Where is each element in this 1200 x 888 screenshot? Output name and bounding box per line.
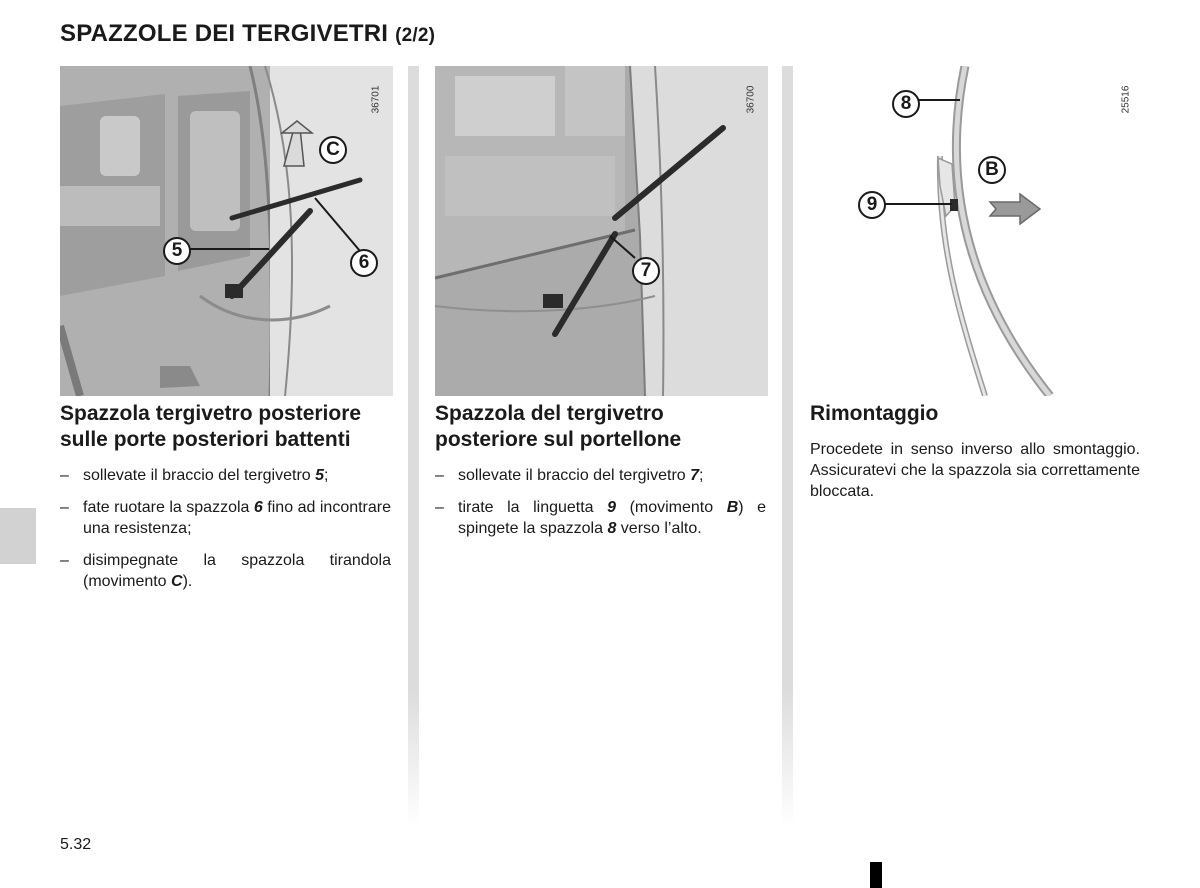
list-item: – sollevate il braccio del tergivetro 7; [435, 467, 704, 484]
figure-refit [810, 66, 1143, 396]
item-text: ; [699, 467, 704, 484]
item-text: ) e spingete la spazzola [458, 499, 767, 537]
instruction-list [60, 465, 391, 592]
section-paragraph: Procedete in senso inverso allo smontaggio. Assicuratevi che la spazzola sia correttamente bloccata. [810, 441, 1140, 500]
page-number: 5.32 [60, 836, 92, 853]
section-title: Rimontaggio [810, 402, 939, 425]
item-text: ; [324, 467, 329, 484]
section-title: Spazzola tergivetro posteriore sulle porte posteriori battenti [60, 402, 362, 451]
item-ref: 5 [315, 467, 325, 484]
instruction-list [435, 465, 766, 539]
item-ref: B [726, 499, 739, 516]
section-title: Spazzola del tergivetro posteriore sul portellone [435, 402, 682, 451]
page-title [60, 20, 435, 48]
list-item: – tirate la linguetta 9 (movimento B) e spingete la spazzola 8 verso l’alto. [435, 499, 767, 537]
item-text: fino ad incontrare una resistenza; [83, 499, 392, 537]
callout-6: 6 [350, 249, 378, 277]
callout-9: 9 [858, 191, 886, 219]
callout-c: C [319, 136, 347, 164]
figure-tailgate-illustration [435, 66, 768, 396]
section-refit [810, 401, 1140, 502]
list-item: – fate ruotare la spazzola 6 fino ad incontrare una resistenza; [60, 499, 392, 537]
figure-code: 36700 [745, 85, 757, 114]
callout-b: B [978, 156, 1006, 184]
item-ref: 9 [607, 499, 617, 516]
list-item: – disimpegnate la spazzola tirandola (movimento C). [60, 552, 391, 590]
figure-refit-illustration [810, 66, 1143, 396]
figure-rear-doors-illustration [60, 66, 393, 396]
figure-rear-doors [60, 66, 393, 396]
figure-code: 36701 [370, 85, 382, 114]
item-text: disimpegnate la spazzola tirandola (movimento [83, 552, 391, 590]
callout-8: 8 [892, 90, 920, 118]
item-text: verso l’alto. [616, 520, 702, 537]
item-text: sollevate il braccio del tergivetro [83, 467, 316, 484]
section-tailgate [435, 401, 766, 550]
callout-7: 7 [632, 257, 660, 285]
page-title-text: SPAZZOLE DEI TERGIVETRI [60, 20, 389, 47]
item-ref: C [171, 573, 183, 590]
section-rear-doors [60, 401, 391, 603]
column-divider-1 [408, 66, 419, 826]
figure-tailgate [435, 66, 768, 396]
item-text: ). [182, 573, 193, 590]
item-text: sollevate il braccio del tergivetro [458, 467, 691, 484]
chapter-tab [0, 508, 36, 564]
registration-mark [870, 862, 882, 888]
list-item: – sollevate il braccio del tergivetro 5; [60, 467, 329, 484]
item-ref: 8 [607, 520, 617, 537]
page-title-suffix: (2/2) [395, 25, 436, 46]
callout-5: 5 [163, 237, 191, 265]
column-divider-2 [782, 66, 793, 826]
item-text: fate ruotare la spazzola [83, 499, 254, 516]
figure-code: 25516 [1120, 85, 1132, 114]
item-text: (movimento [616, 499, 727, 516]
item-ref: 7 [690, 467, 700, 484]
item-ref: 6 [253, 499, 263, 516]
item-text: tirate la linguetta [458, 499, 608, 516]
